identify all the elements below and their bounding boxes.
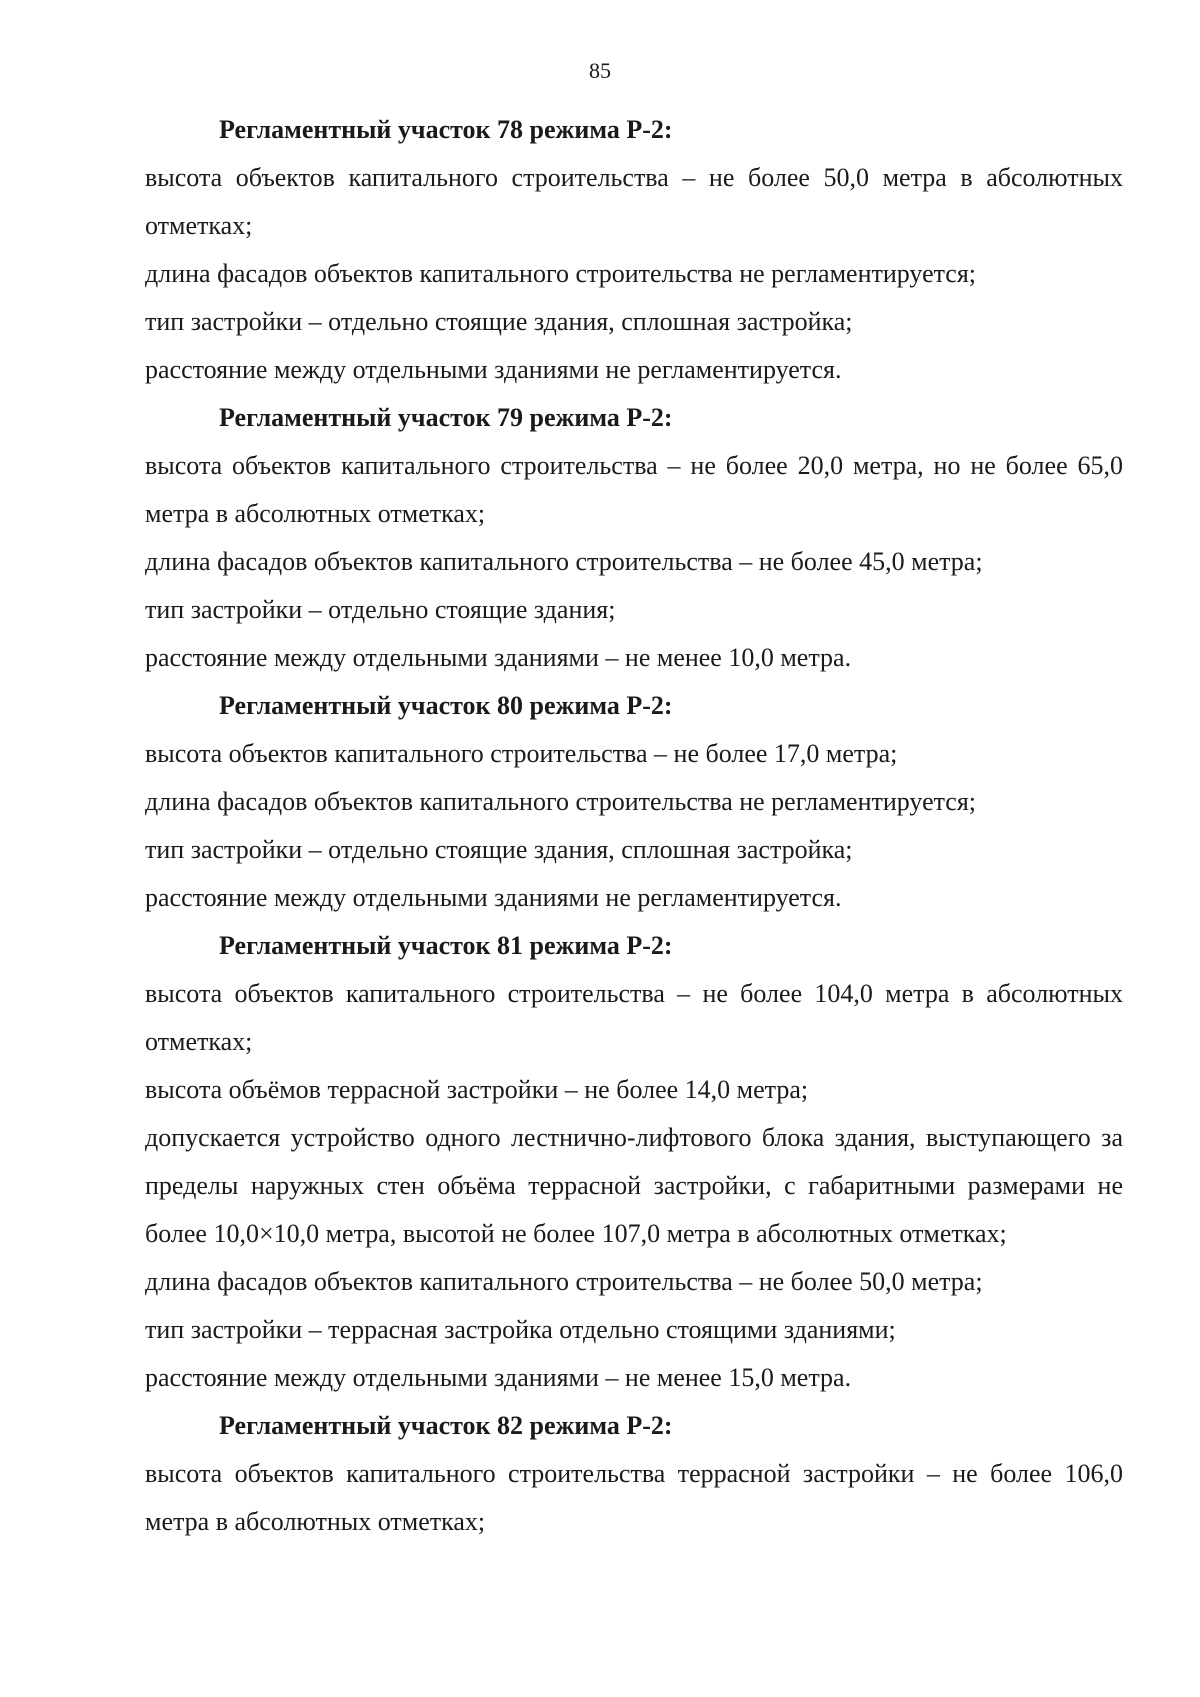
paragraph: высота объёмов террасной застройки – не более 14,0 метра;: [145, 1075, 809, 1104]
paragraph: тип застройки – отдельно стоящие здания, сплошная застройка;: [145, 307, 853, 336]
paragraph: длина фасадов объектов капитального строительства не регламентируется;: [145, 259, 977, 288]
section-heading: Регламентный участок 81 режима Р-2:: [219, 931, 673, 960]
paragraph: высота объектов капитального строительства – не более 50,0 метра в абсолютных отметках;: [145, 163, 1123, 240]
paragraph: высота объектов капитального строительства – не более 20,0 метра, но не более 65,0 метра в абсолютных отметках;: [145, 451, 1123, 528]
paragraph: расстояние между отдельными зданиями не регламентируется.: [145, 355, 842, 384]
section-heading: Регламентный участок 79 режима Р-2:: [219, 403, 673, 432]
paragraph: высота объектов капитального строительства террасной застройки – не более 106,0 метра в абсолютных отметках;: [145, 1459, 1123, 1536]
paragraph: допускается устройство одного лестнично-лифтового блока здания, выступающего за пределы наружных стен объёма террасной застройки, с габаритными размерами не более 10,0×10,0 метра, высотой не более 107,0 метра в абсолютных отметках;: [145, 1123, 1123, 1248]
paragraph: тип застройки – отдельно стоящие здания;: [145, 595, 616, 624]
paragraph: длина фасадов объектов капитального строительства не регламентируется;: [145, 787, 977, 816]
paragraph: расстояние между отдельными зданиями не регламентируется.: [145, 883, 842, 912]
document-body: [145, 106, 1123, 1546]
section-plot-80: [145, 682, 1123, 922]
paragraph: длина фасадов объектов капитального строительства – не более 45,0 метра;: [145, 547, 983, 576]
section-plot-81: [145, 922, 1123, 1402]
paragraph: высота объектов капитального строительства – не более 104,0 метра в абсолютных отметках;: [145, 979, 1123, 1056]
paragraph: тип застройки – отдельно стоящие здания, сплошная застройка;: [145, 835, 853, 864]
paragraph: длина фасадов объектов капитального строительства – не более 50,0 метра;: [145, 1267, 983, 1296]
paragraph: расстояние между отдельными зданиями – не менее 10,0 метра.: [145, 643, 852, 672]
section-heading: Регламентный участок 82 режима Р-2:: [219, 1411, 673, 1440]
page-number: 85: [589, 58, 611, 83]
section-plot-79: [145, 394, 1123, 682]
section-heading: Регламентный участок 80 режима Р-2:: [219, 691, 673, 720]
paragraph: высота объектов капитального строительства – не более 17,0 метра;: [145, 739, 898, 768]
section-plot-78: [145, 106, 1123, 394]
paragraph: тип застройки – террасная застройка отдельно стоящими зданиями;: [145, 1315, 896, 1344]
paragraph: расстояние между отдельными зданиями – не менее 15,0 метра.: [145, 1363, 852, 1392]
section-heading: Регламентный участок 78 режима Р-2:: [219, 115, 673, 144]
section-plot-82: [145, 1402, 1123, 1546]
